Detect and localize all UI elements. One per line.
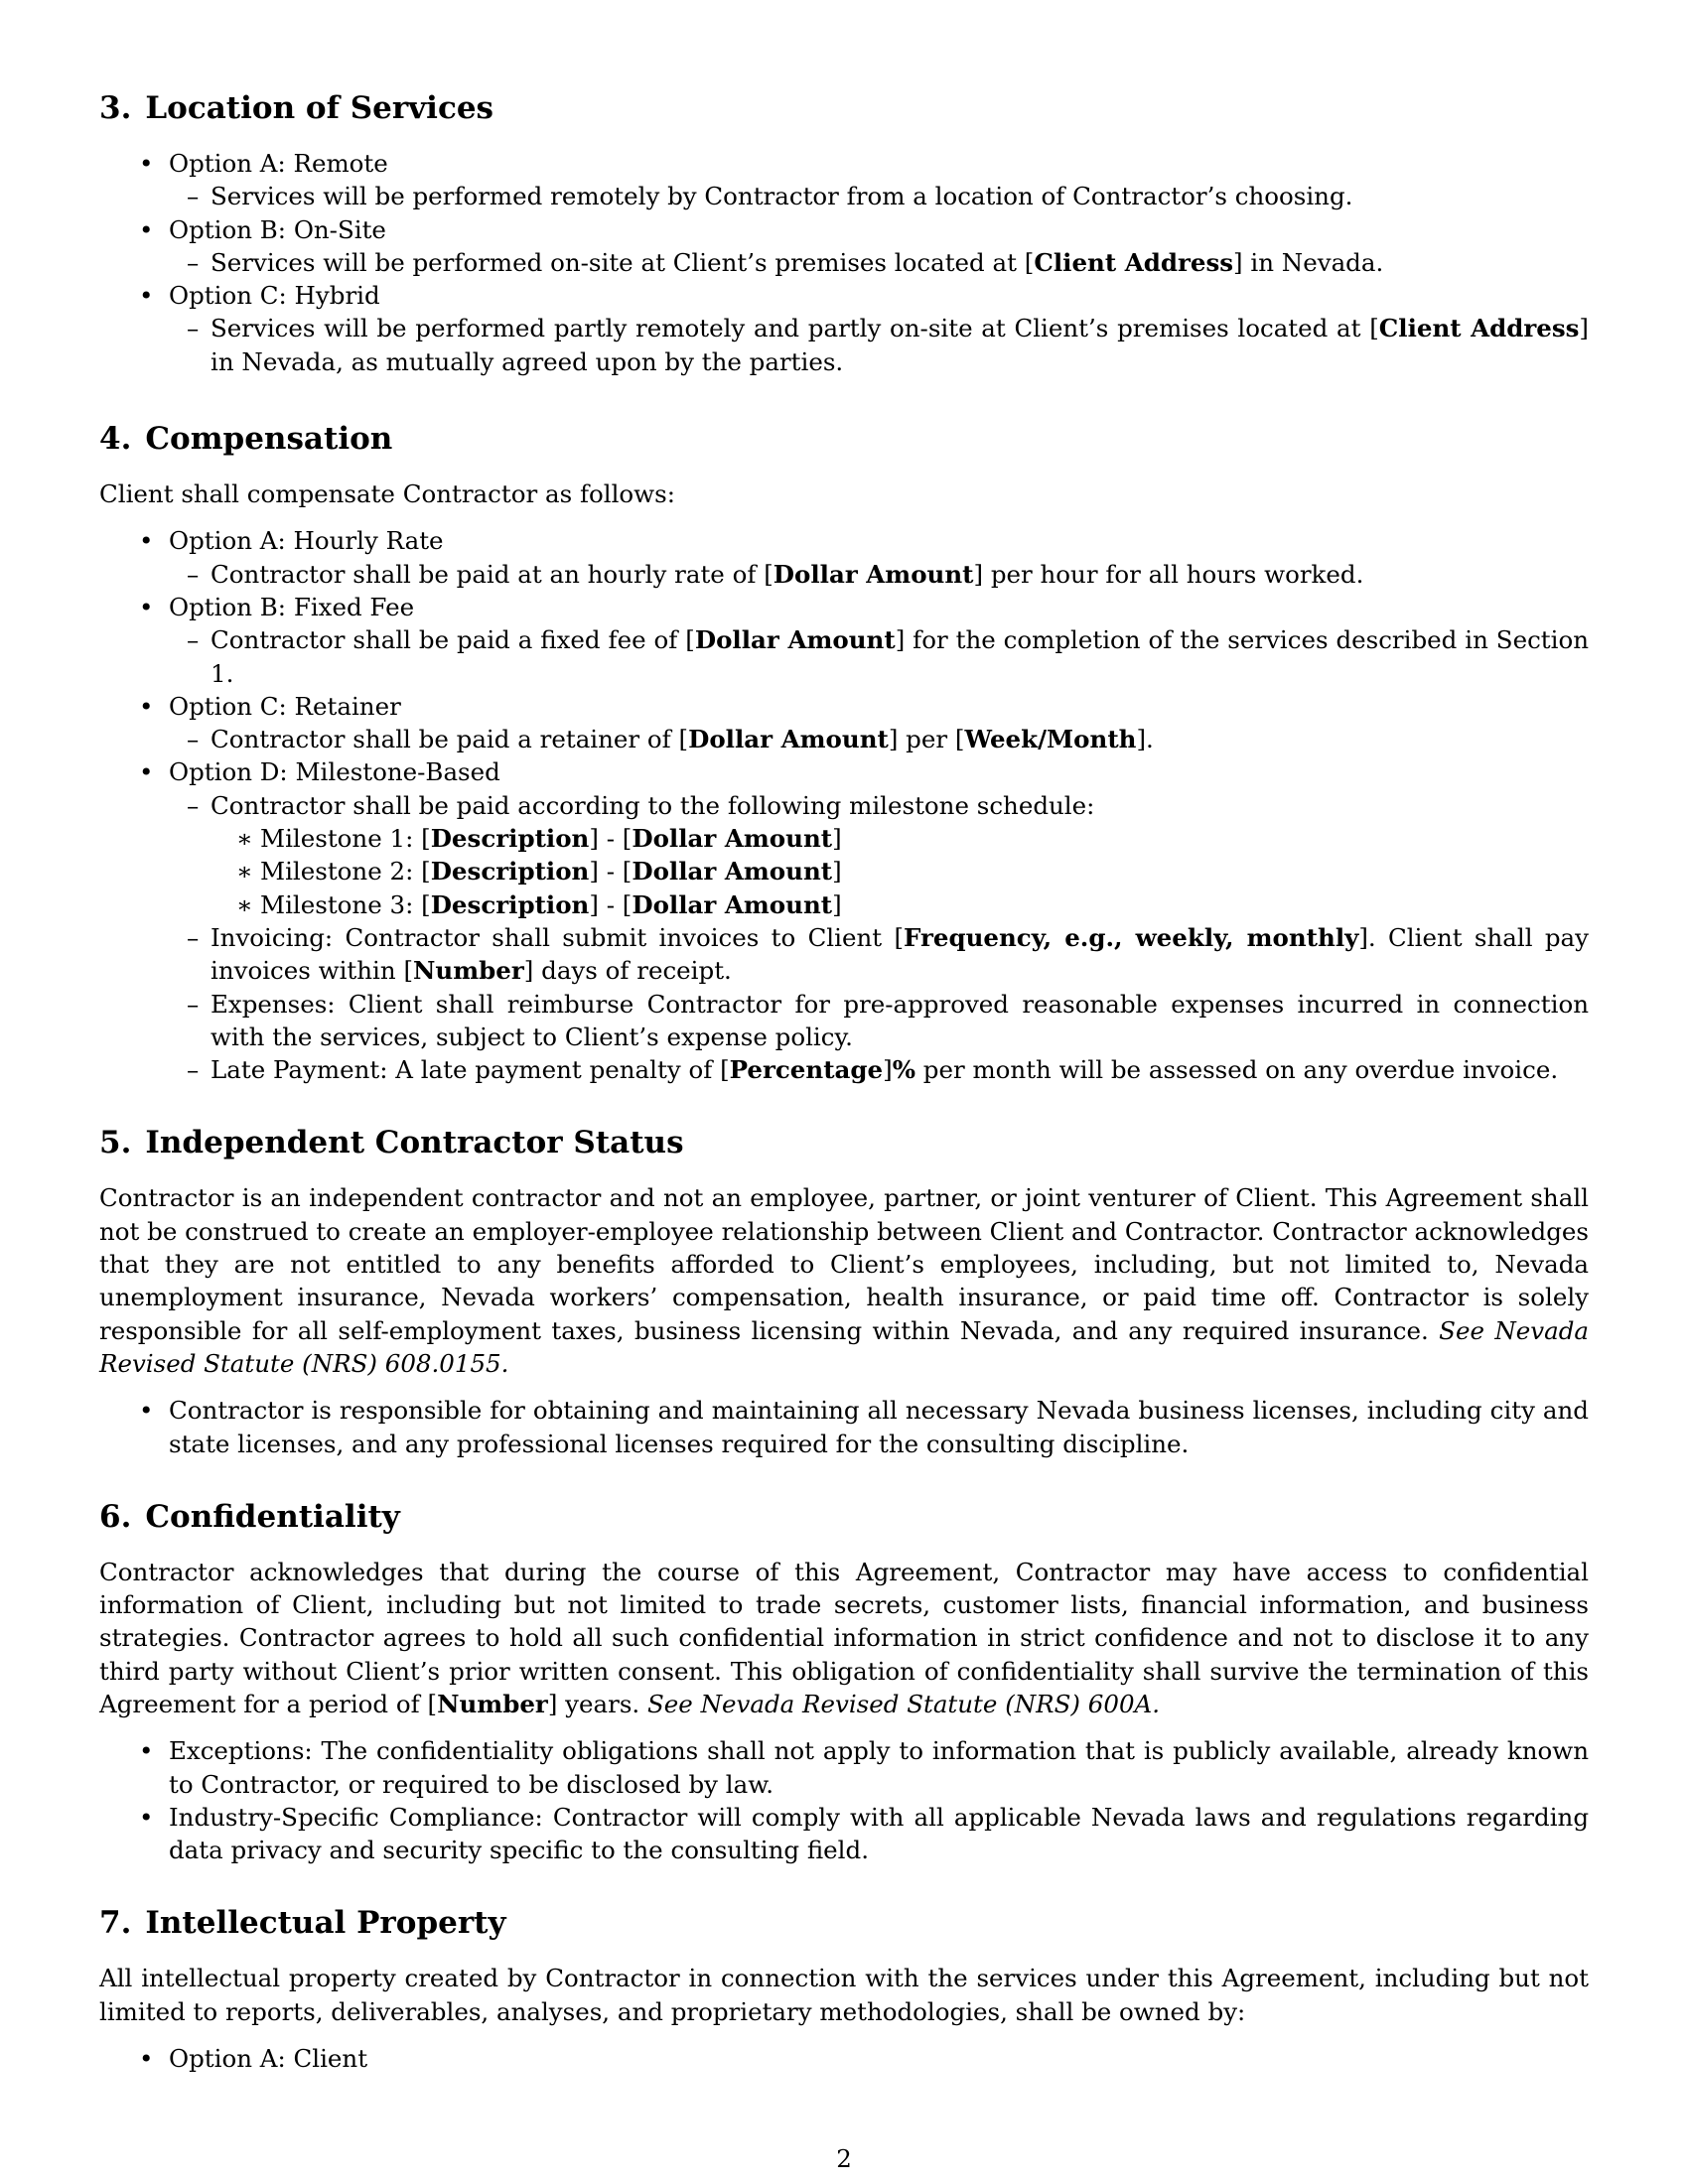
bullet-list <box>99 1394 1589 1460</box>
list-item: • Exceptions: The confidentiality obligations shall not apply to information that is publicly available, already known to Contractor, or required to be disclosed by law. <box>99 1734 1589 1801</box>
section-independent-contractor-status <box>99 1122 1589 1459</box>
section-location-of-services <box>99 87 1589 378</box>
list-item: • Option A: Remote – Services will be performed remotely by Contractor from a location of Contractor’s choosing. <box>99 147 1589 213</box>
milestone-item: ∗ Milestone 1: [Description] - [Dollar Amount] <box>211 822 1589 855</box>
list-item: – Contractor shall be paid according to the following milestone schedule: ∗ Milestone 1: [Description] - [Dollar Amount] ∗ Milestone 2: [Description] - [Dollar Amount] ∗ Milestone 3: [Description] - [Dollar Amount] <box>151 789 1589 921</box>
section-compensation <box>99 418 1589 1086</box>
bullet-list <box>99 1734 1589 1866</box>
section-heading: 5. Independent Contractor Status <box>99 1125 684 1161</box>
list-item: – Services will be performed partly remotely and partly on-site at Client’s premises located at [Client Address] in Nevada, as mutually agreed upon by the parties. <box>151 312 1589 378</box>
section-heading: 7. Intellectual Property <box>99 1905 506 1942</box>
list-item: – Contractor shall be paid at an hourly rate of [Dollar Amount] per hour for all hours worked. <box>151 558 1589 591</box>
paragraph: All intellectual property created by Contractor in connection with the services under this Agreement, including but not limited to reports, deliverables, analyses, and proprietary methodologies, shall be owned by: <box>99 1964 1589 2026</box>
list-item: • Option C: Hybrid – Services will be performed partly remotely and partly on-site at Client’s premises located at [Client Address] in Nevada, as mutually agreed upon by the parties. <box>99 279 1589 378</box>
list-item: • Contractor is responsible for obtaining and maintaining all necessary Nevada business licenses, including city and state licenses, and any professional licenses required for the consulting discipline. <box>99 1394 1589 1460</box>
list-item: • Option B: On-Site – Services will be performed on-site at Client’s premises located at [Client Address] in Nevada. <box>99 213 1589 280</box>
list-item: – Services will be performed remotely by Contractor from a location of Contractor’s choosing. <box>151 180 1589 212</box>
statute-citation: See Nevada Revised Statute (NRS) 600A. <box>647 1689 1161 1718</box>
list-item: • Option A: Client <box>99 2042 1589 2075</box>
section-heading: 4. Compensation <box>99 421 393 458</box>
paragraph: Contractor acknowledges that during the course of this Agreement, Contractor may have access to confidential information of Client, including but not limited to trade secrets, customer lists, financial information, and business strategies. Contractor agrees to hold all such confidential information in strict confidence and not to disclose it to any third party without Client’s prior written consent. This obligation of confidentiality shall survive the termination of this Agreement for a period of [Number] years. See Nevada Revised Statute (NRS) 600A. <box>99 1557 1589 1718</box>
section-confidentiality <box>99 1496 1589 1867</box>
list-item: – Contractor shall be paid a fixed fee of [Dollar Amount] for the completion of the services described in Section 1. <box>151 623 1589 690</box>
milestone-item: ∗ Milestone 2: [Description] - [Dollar Amount] <box>211 855 1589 887</box>
list-item: • Option A: Hourly Rate – Contractor shall be paid at an hourly rate of [Dollar Amount] per hour for all hours worked. <box>99 524 1589 591</box>
section-heading: 6. Confidentiality <box>99 1498 400 1535</box>
list-item: – Invoicing: Contractor shall submit invoices to Client [Frequency, e.g., weekly, monthly]. Client shall pay invoices within [Number] days of receipt. <box>151 921 1589 988</box>
section-heading: 3. Location of Services <box>99 90 494 126</box>
statute-citation: See Nevada Revised Statute (NRS) 608.0155. <box>99 1315 1590 1378</box>
list-item: – Services will be performed on-site at Client’s premises located at [Client Address] in Nevada. <box>151 246 1589 279</box>
list-item: – Late Payment: A late payment penalty of [Percentage]% per month will be assessed on any overdue invoice. <box>151 1053 1589 1086</box>
paragraph: Contractor is an independent contractor and not an employee, partner, or joint venturer of Client. This Agreement shall not be construed to create an employer-employee relationship between Client and Contractor. Contractor acknowledges that they are not entitled to any benefits afforded to Client’s employees, including, but not limited to, Nevada unemployment insurance, Nevada workers’ compensation, health insurance, or paid time off. Contractor is solely responsible for all self-employment taxes, business licensing within Nevada, and any required insurance. See Nevada Revised Statute (NRS) 608.0155. <box>99 1183 1590 1378</box>
list-item: • Industry-Specific Compliance: Contractor will comply with all applicable Nevada laws and regulations regarding data privacy and security specific to the consulting field. <box>99 1801 1589 1867</box>
milestone-list <box>211 822 1589 921</box>
list-item: • Option D: Milestone-Based – Contractor shall be paid according to the following milestone schedule: ∗ Milestone 1: [Description] - [Dollar Amount] ∗ Milestone 2: [Description] - [Dollar Amount] ∗ Milestone 3: [Description] - [Dollar Amount] – Invoicing: Contractor shall submit invoices to Client [Frequency, e.g., weekly, monthly]. Client shall pay invoices within [Number] days of receipt. – Expenses: Client shall reimburse Contractor for pre-approved reasonable expenses incurred in connection with the services, subject to Client’s expense policy. – Late Payment: A late payment penalty of [Percentage]% per month will be assessed on any overdue invoice. <box>99 755 1589 1086</box>
paragraph: Client shall compensate Contractor as follows: <box>99 479 675 509</box>
list-item: • Option B: Fixed Fee – Contractor shall be paid a fixed fee of [Dollar Amount] for the completion of the services described in Section 1. <box>99 591 1589 690</box>
section-intellectual-property <box>99 1902 1589 2075</box>
milestone-item: ∗ Milestone 3: [Description] - [Dollar Amount] <box>211 888 1589 921</box>
list-item: • Option C: Retainer – Contractor shall be paid a retainer of [Dollar Amount] per [Week/Month]. <box>99 690 1589 756</box>
list-item: – Contractor shall be paid a retainer of [Dollar Amount] per [Week/Month]. <box>151 723 1589 755</box>
list-item: – Expenses: Client shall reimburse Contractor for pre-approved reasonable expenses incurred in connection with the services, subject to Client’s expense policy. <box>151 988 1589 1054</box>
page-number: 2 <box>836 2144 852 2173</box>
options-list <box>99 524 1589 1086</box>
options-list <box>99 147 1589 378</box>
options-list <box>99 2042 1589 2075</box>
